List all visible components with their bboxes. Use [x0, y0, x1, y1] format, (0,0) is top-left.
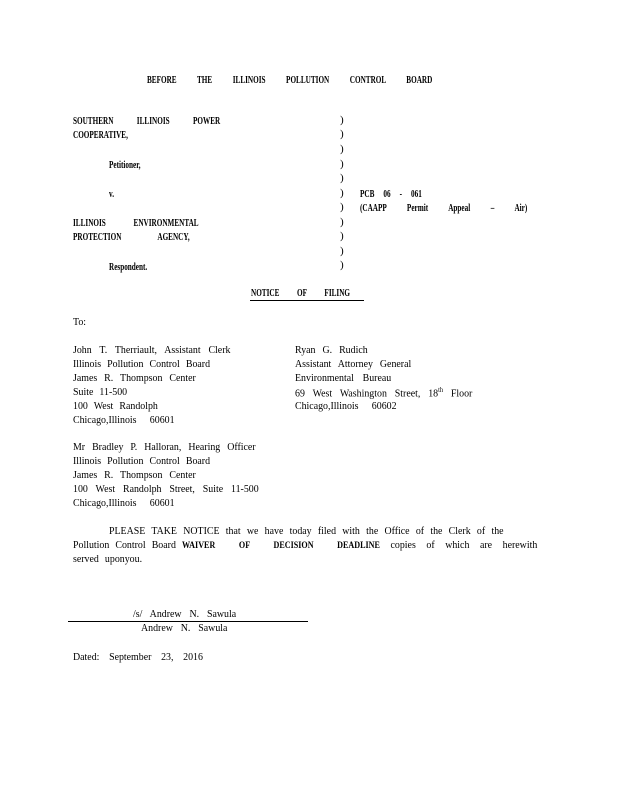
case-number: PCB 06 - 061 — [360, 189, 422, 200]
caption-paren: ) — [340, 128, 344, 140]
respondent-name-line2: PROTECTION AGENCY, — [73, 232, 190, 243]
caption-paren: ) — [340, 201, 344, 213]
caption-paren: ) — [340, 245, 344, 257]
dated-line: Dated: September 23, 2016 — [73, 651, 203, 663]
caption-paren: ) — [340, 158, 344, 170]
body-line: PLEASE TAKE NOTICE that we have today filed with the Office of the Clerk of the — [109, 525, 504, 537]
address-line: 69 West Washington Street, 18 — [295, 387, 439, 400]
address-line: Mr Bradley P. Halloran, Hearing Officer — [73, 441, 256, 453]
signature-name: Andrew N. Sawula — [141, 622, 228, 634]
caption-paren: ) — [340, 114, 344, 126]
petitioner-label: Petitioner, — [109, 160, 141, 171]
to-label: To: — [73, 316, 87, 328]
address-line: 100 West Randolph Street, Suite 11-500 — [73, 483, 259, 495]
address-line: James R. Thompson Center — [73, 469, 196, 481]
address-line: Suite 11-500 — [73, 386, 128, 398]
address-line: Chicago,Illinois 60602 — [295, 400, 397, 412]
notice-title: NOTICE OF FILING — [251, 288, 351, 299]
address-line: Environmental Bureau — [295, 372, 392, 384]
signature-electronic: /s/ Andrew N. Sawula — [133, 608, 237, 620]
caption-paren: ) — [340, 259, 344, 271]
floor-superscript: th — [438, 386, 444, 394]
address-line: James R. Thompson Center — [73, 372, 196, 384]
caption-paren: ) — [340, 143, 344, 155]
body-text: Pollution Control Board — [73, 539, 182, 551]
address-line: 100 West Randolph — [73, 400, 158, 412]
address-line: Assistant Attorney General — [295, 358, 412, 370]
petitioner-name-line2: COOPERATIVE, — [73, 130, 128, 141]
floor-suffix: Floor — [443, 387, 473, 400]
address-line: John T. Therriault, Assistant Clerk — [73, 344, 231, 356]
body-text: copies of which are herewith — [379, 539, 538, 551]
case-type: (CAAPP Permit Appeal – Air) — [360, 203, 528, 214]
notice-title-underline — [250, 300, 364, 301]
caption-paren: ) — [340, 230, 344, 242]
address-line: Illinois Pollution Control Board — [73, 358, 211, 370]
address-line: Ryan G. Rudich — [295, 344, 368, 356]
address-line-floor — [295, 386, 472, 400]
versus-label: v. — [109, 189, 115, 200]
address-line: Illinois Pollution Control Board — [73, 455, 211, 467]
caption-paren: ) — [340, 187, 344, 199]
body-line: served uponyou. — [73, 553, 143, 565]
caption-paren: ) — [340, 172, 344, 184]
caption-paren: ) — [340, 216, 344, 228]
body-line — [73, 539, 537, 551]
address-line: Chicago,Illinois 60601 — [73, 414, 175, 426]
respondent-label: Respondent. — [109, 262, 148, 273]
board-title: BEFORE THE ILLINOIS POLLUTION CONTROL BOARD — [147, 75, 433, 86]
petitioner-name-line1: SOUTHERN ILLINOIS POWER — [73, 116, 221, 127]
respondent-name-line1: ILLINOIS ENVIRONMENTAL — [73, 218, 199, 229]
document-title: WAIVER OF DECISION DEADLINE — [181, 540, 380, 550]
address-line: Chicago,Illinois 60601 — [73, 497, 175, 509]
